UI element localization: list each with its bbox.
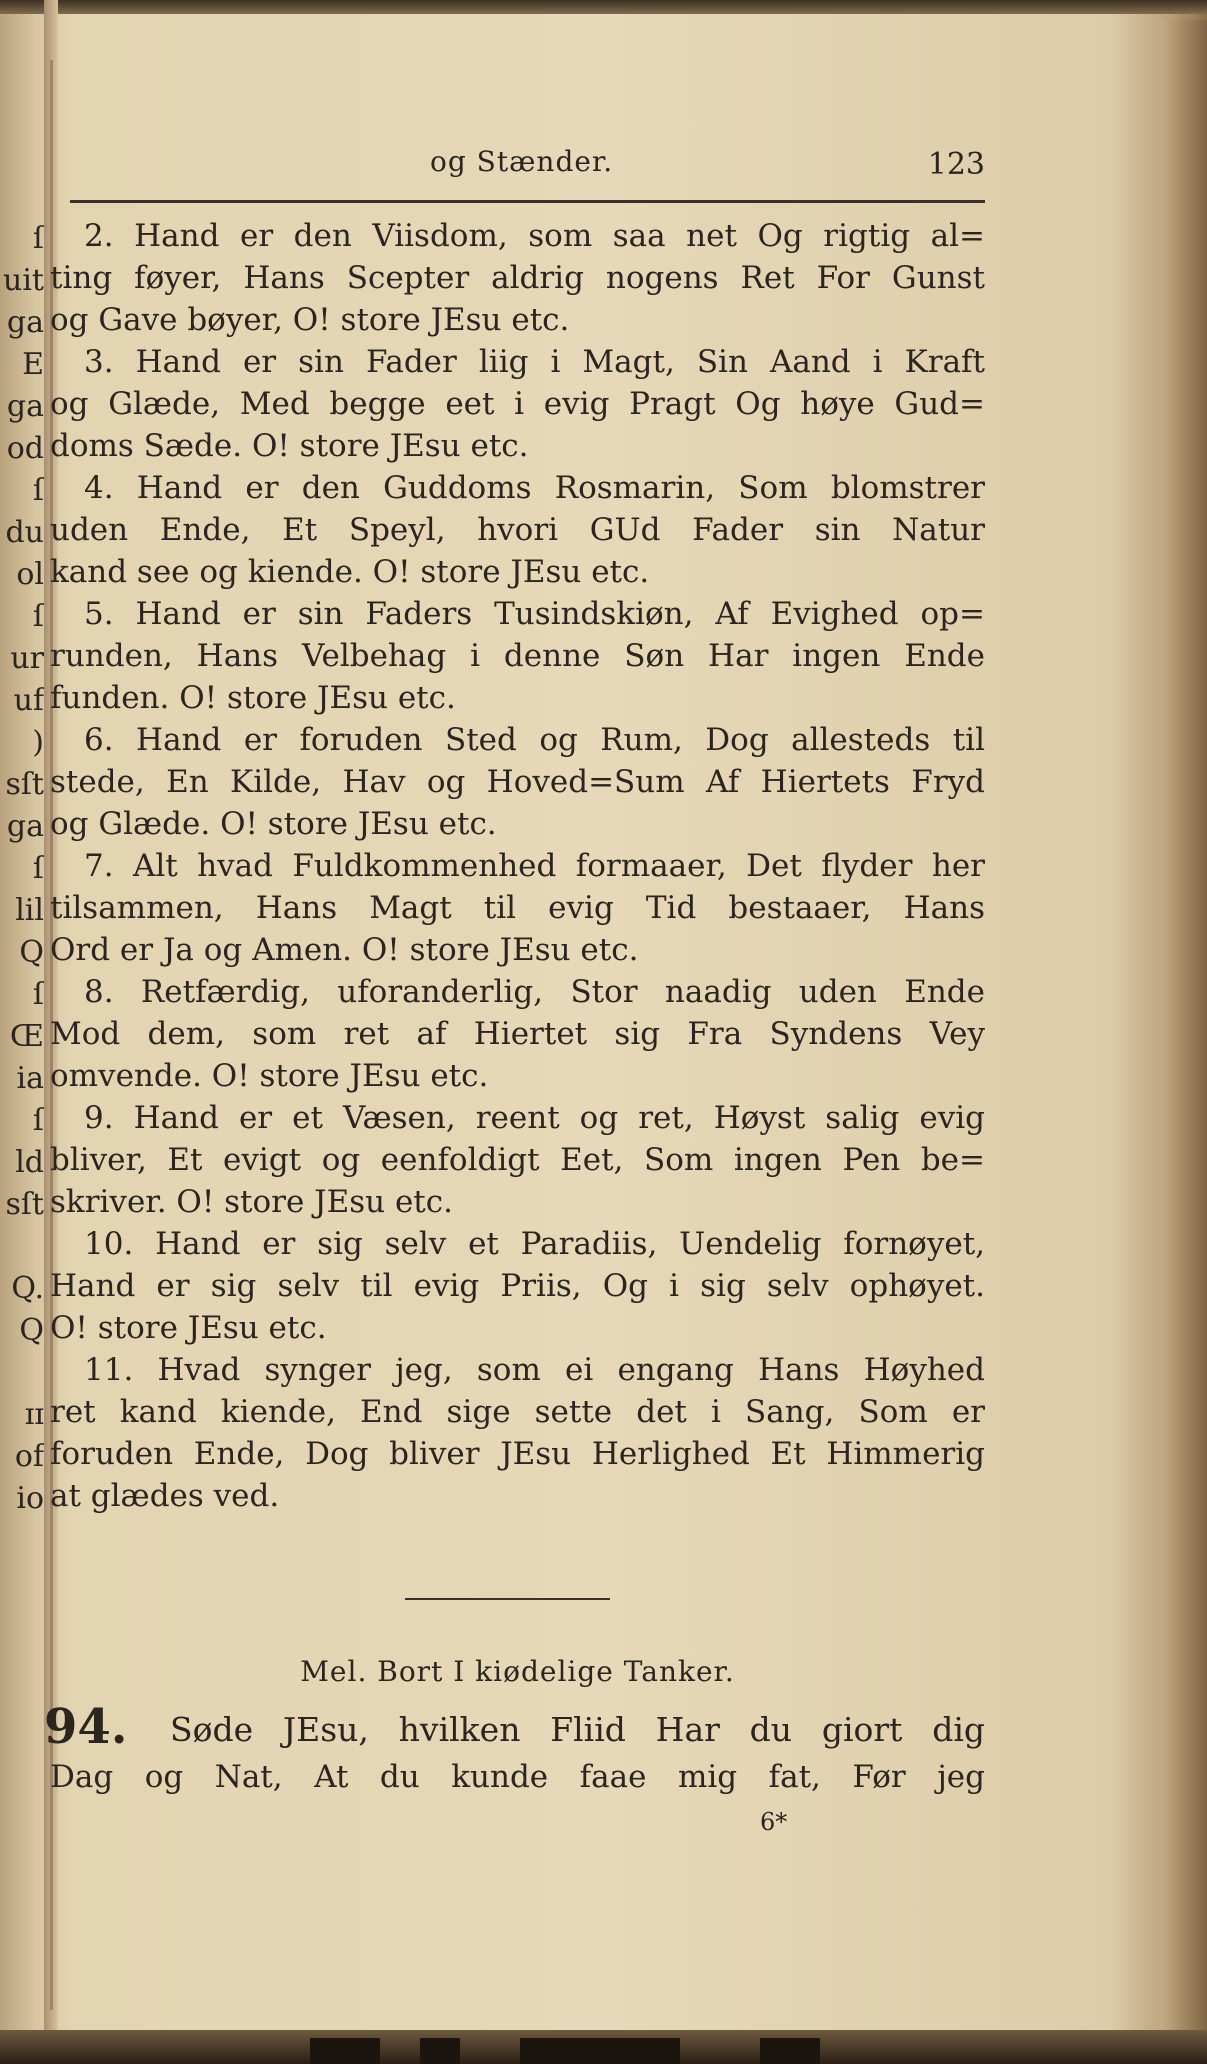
margin-fragment: ſ	[32, 222, 44, 256]
hymn-line: Søde JEsu, hvilken Fliid Har du giort dig	[170, 1710, 985, 1749]
verse	[50, 971, 985, 1097]
margin-fragment: Q.	[11, 1272, 44, 1306]
verse-line: uden Ende, Et Speyl, hvori GUd Fader sin Natur	[50, 512, 985, 548]
verse-line: 6. Hand er foruden Sted og Rum, Dog allesteds til	[84, 722, 985, 758]
margin-fragment: lil	[15, 894, 44, 928]
verse-line: runden, Hans Velbehag i denne Søn Har ingen Ende	[50, 638, 985, 674]
margin-fragment: sſt	[5, 1188, 44, 1222]
verse-line: Mod dem, som ret af Hiertet sig Fra Syndens Vey	[50, 1016, 985, 1052]
verse	[50, 719, 985, 845]
margin-fragment: ſ	[32, 600, 44, 634]
verse-line: 4. Hand er den Guddoms Rosmarin, Som blomstrer	[84, 470, 985, 506]
hymn-line: Dag og Nat, At du kunde faae mig fat, Før jeg	[50, 1759, 985, 1795]
verse-line: Ord er Ja og Amen. O! store JEsu etc.	[50, 932, 639, 968]
verse-line: 8. Retfærdig, uforanderlig, Stor naadig uden Ende	[84, 974, 985, 1010]
verse-line: foruden Ende, Dog bliver JEsu Herlighed Et Himmerig	[50, 1436, 985, 1472]
verse-line: bliver, Et evigt og eenfoldigt Eet, Som ingen Pen be=	[50, 1142, 985, 1178]
margin-fragment: sſt	[5, 768, 44, 802]
verse-line: og Glæde, Med begge eet i evig Pragt Og høye Gud=	[50, 386, 985, 422]
bottom-page-edge	[0, 2030, 1207, 2064]
hymn-number: 94.	[44, 1699, 128, 1755]
margin-fragment: ɪɪ	[24, 1398, 44, 1432]
margin-fragment: ol	[16, 558, 44, 592]
verse-line: tilsammen, Hans Magt til evig Tid bestaaer, Hans	[50, 890, 985, 926]
margin-fragment: Œ	[9, 1020, 44, 1054]
margin-fragment: Q	[19, 1314, 44, 1348]
verse-line: 5. Hand er sin Faders Tusindskiøn, Af Evighed op=	[84, 596, 985, 632]
verse-line: O! store JEsu etc.	[50, 1310, 327, 1346]
verse-line: kand see og kiende. O! store JEsu etc.	[50, 554, 650, 590]
verse-line: 11. Hvad synger jeg, som ei engang Hans Høyhed	[84, 1352, 985, 1388]
margin-fragment: ſ	[32, 1104, 44, 1138]
margin-fragment: du	[5, 516, 44, 550]
margin-fragment: ld	[15, 1146, 44, 1180]
verse-line: 9. Hand er et Væsen, reent og ret, Høyst salig evig	[84, 1100, 985, 1136]
verse	[50, 1349, 985, 1517]
verse	[50, 467, 985, 593]
verse-line: funden. O! store JEsu etc.	[50, 680, 456, 716]
verse-line: doms Sæde. O! store JEsu etc.	[50, 428, 529, 464]
margin-fragment: E	[22, 348, 44, 382]
margin-fragment: ga	[6, 390, 44, 424]
margin-fragment: uf	[13, 684, 44, 718]
verse-line: omvende. O! store JEsu etc.	[50, 1058, 489, 1094]
verse-list	[50, 215, 985, 1517]
verse-line: ret kand kiende, End sige sette det i Sang, Som er	[50, 1394, 985, 1430]
verse	[50, 593, 985, 719]
verse	[50, 1223, 985, 1349]
margin-fragment: Q	[19, 936, 44, 970]
margin-fragment: ia	[16, 1062, 44, 1096]
margin-fragment: ſ	[32, 474, 44, 508]
margin-fragment: uit	[3, 264, 44, 298]
running-title: og Stænder.	[430, 145, 614, 178]
margin-fragment: ſ	[32, 852, 44, 886]
margin-fragment: ur	[10, 642, 44, 676]
margin-fragment: od	[6, 432, 44, 466]
right-page-edge	[1160, 20, 1207, 2030]
verse-line: at glædes ved.	[50, 1478, 280, 1514]
verse-line: 10. Hand er sig selv et Paradiis, Uendelig fornøyet,	[84, 1226, 985, 1262]
verse-line: 3. Hand er sin Fader liig i Magt, Sin Aand i Kraft	[84, 344, 985, 380]
margin-fragment: ſ	[32, 978, 44, 1012]
page-number: 123	[927, 147, 985, 182]
page-header	[70, 145, 985, 185]
verse-line: stede, En Kilde, Hav og Hoved=Sum Af Hiertets Fryd	[50, 764, 985, 800]
margin-fragment: ga	[6, 810, 44, 844]
verse-line: 2. Hand er den Viisdom, som saa net Og rigtig al=	[84, 218, 985, 254]
signature-mark: 6*	[760, 1808, 788, 1836]
margin-fragment: of	[14, 1440, 44, 1474]
margin-fragment: )	[32, 726, 44, 760]
top-page-edge	[0, 0, 1207, 14]
verse-line: 7. Alt hvad Fuldkommenhed formaaer, Det flyder her	[84, 848, 985, 884]
verse	[50, 341, 985, 467]
verse	[50, 1097, 985, 1223]
hymn-94	[44, 1699, 985, 1799]
verse-line: skriver. O! store JEsu etc.	[50, 1184, 453, 1220]
header-rule	[70, 200, 985, 203]
facing-page-fragments	[0, 0, 44, 2030]
verse	[50, 215, 985, 341]
melody-note: Mel. Bort I kiødelige Tanker.	[300, 1655, 735, 1688]
verse-line: Hand er sig selv til evig Priis, Og i sig selv ophøyet.	[50, 1268, 985, 1304]
verse-line: og Glæde. O! store JEsu etc.	[50, 806, 497, 842]
verse-line: og Gave bøyer, O! store JEsu etc.	[50, 302, 570, 338]
margin-fragment: ga	[6, 306, 44, 340]
margin-fragment: io	[16, 1482, 44, 1516]
verse	[50, 845, 985, 971]
verse-line: ting føyer, Hans Scepter aldrig nogens Ret For Gunst	[50, 260, 985, 296]
section-separator	[405, 1598, 610, 1600]
